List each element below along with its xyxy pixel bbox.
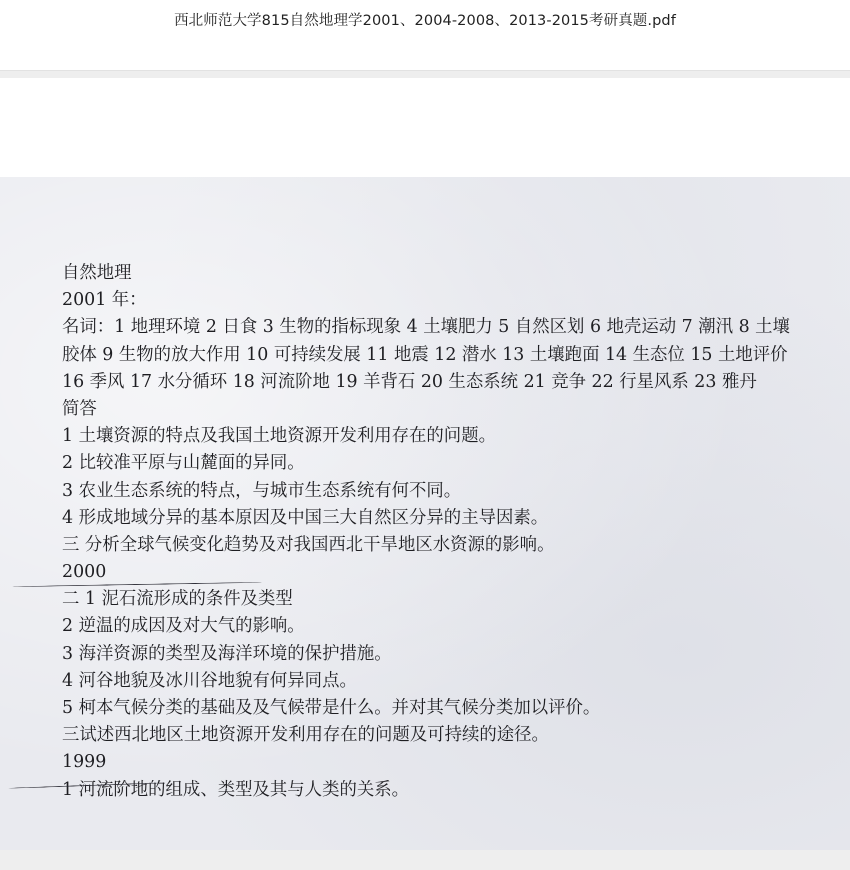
text-line: 三 分析全球气候变化趋势及对我国西北干旱地区水资源的影响。 bbox=[62, 534, 555, 555]
viewer-footer bbox=[0, 850, 850, 870]
text-line: 二 1 泥石流形成的条件及类型 bbox=[62, 589, 293, 610]
text-line: 16 季风 17 水分循环 18 河流阶地 19 羊背石 20 生态系统 21 竞争 22 行星风系 23 雅丹 bbox=[62, 371, 757, 392]
text-line: 名词：1 地理环境 2 日食 3 生物的指标现象 4 土壤肥力 5 自然区划 6 地壳运动 7 潮汛 8 土壤 bbox=[62, 317, 790, 338]
text-line: 3 海洋资源的类型及海洋环境的保护措施。 bbox=[62, 643, 392, 664]
text-line: 5 柯本气候分类的基础及及气候带是什么。并对其气候分类加以评价。 bbox=[62, 698, 601, 718]
text-line: 4 形成地域分异的基本原因及中国三大自然区分异的主导因素。 bbox=[62, 507, 549, 528]
text-line: 简答 bbox=[62, 398, 97, 419]
text-line: 2000 bbox=[62, 562, 107, 583]
viewer-header bbox=[0, 0, 850, 70]
text-line: 2001 年： bbox=[62, 290, 147, 311]
text-line: 胶体 9 生物的放大作用 10 可持续发展 11 地震 12 潜水 13 土壤跑面 14 生态位 15 土地评价 bbox=[62, 344, 788, 365]
scanned-page bbox=[0, 177, 850, 850]
text-line: 1 河流阶地的组成、类型及其与人类的关系。 bbox=[62, 779, 410, 800]
text-line: 三试述西北地区土地资源开发利用存在的问题及可持续的途径。 bbox=[62, 725, 549, 746]
text-line: 自然地理 bbox=[62, 263, 132, 283]
text-line: 2 逆温的成因及对大气的影响。 bbox=[62, 616, 305, 637]
text-line: 3 农业生态系统的特点，与城市生态系统有何不同。 bbox=[62, 480, 462, 501]
text-line: 1999 bbox=[62, 752, 107, 773]
document-title: 西北师范大学815自然地理学2001、2004-2008、2013-2015考研真题.pdf bbox=[174, 13, 676, 29]
text-line: 4 河谷地貌及冰川谷地貌有何异同点。 bbox=[62, 670, 357, 691]
text-line: 1 土壤资源的特点及我国土地资源开发利用存在的问题。 bbox=[62, 426, 496, 447]
text-line: 2 比较准平原与山麓面的异同。 bbox=[62, 453, 305, 474]
page-text bbox=[62, 260, 850, 804]
